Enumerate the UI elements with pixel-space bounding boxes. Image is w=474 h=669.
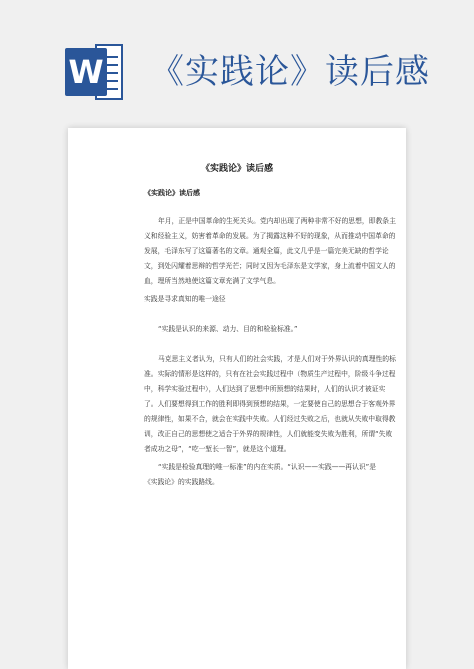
text-line: 血，理所当然地使这篇文章充满了文学气息。 [144, 277, 280, 285]
header-banner [0, 0, 474, 120]
text-line: 了。人们要想得到工作的胜利即得到预想的结果，一定要使自己的思想合于客观外界 [144, 400, 396, 408]
paragraph-conclusion [144, 460, 376, 490]
text-line: 发展，毛泽东写了这篇著名的文章。通观全篇，此文几乎是一篇完美无缺的哲学论 [144, 247, 389, 255]
text-line: 训，改正自己的思想使之适合于外界的规律性，人们就能变失败为胜利，所谓“失败 [144, 430, 393, 438]
document-subtitle: 《实践论》读后感 [144, 189, 200, 197]
text-line: 准。实际的情形是这样的，只有在社会实践过程中（物质生产过程中，阶级斗争过程 [144, 370, 396, 378]
document-title: 《实践论》读后感 [200, 164, 273, 174]
quote-paragraph: “实践是认识的来源、动力、目的和检验标准。” [158, 325, 298, 333]
text-line: 年月，正是中国革命的生死关头。党内却出现了两种非常不好的思想，即教条主 [158, 217, 396, 225]
paragraph-intro [144, 214, 396, 289]
page-title: 《实践论》读后感 [150, 52, 430, 92]
text-line: 中，科学实验过程中），人们达到了思想中所预想的结果时，人们的认识才被证实 [144, 385, 386, 393]
document-page [68, 128, 406, 669]
text-line: 马克思主义者认为，只有人们的社会实践，才是人们对于外界认识的真理性的标 [158, 355, 396, 363]
word-document-icon [65, 44, 125, 100]
text-line: 文，到处闪耀着思辩的哲学光芒；同时又因为毛泽东是文学家，身上流着中国文人的 [144, 262, 396, 270]
text-line: 者成功之母”，“吃一堑长一智”，就是这个道理。 [144, 445, 291, 453]
text-line: 《实践论》的实践路线。 [144, 478, 219, 486]
text-line: 的规律性，如果不合，就会在实践中失败。人们经过失败之后，也就从失败中取得教 [144, 415, 396, 423]
text-line: “实践是检验真理的唯一标准”的内在实质。“认识——实践——再认识”是 [158, 463, 376, 471]
text-line: 义和经验主义，妨害着革命的发展。为了揭露这种不好的现象，从而推动中国革命的 [144, 232, 396, 240]
word-w-icon: W [65, 48, 107, 96]
paragraph-body [144, 352, 396, 457]
section-heading: 实践是寻求真知的唯一途径 [144, 295, 226, 303]
